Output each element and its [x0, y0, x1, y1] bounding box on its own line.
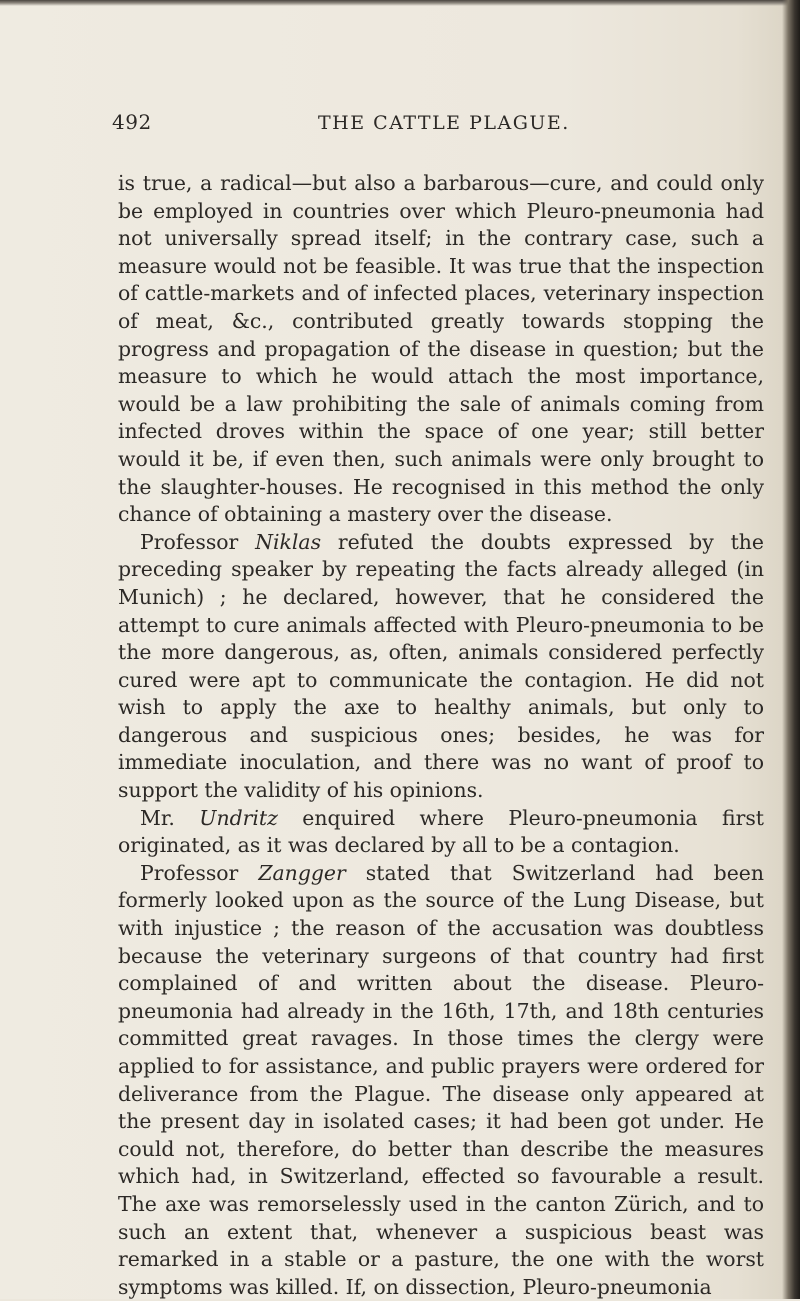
- paragraph-prefix: Mr.: [140, 805, 200, 830]
- paragraph-text: stated that Switzerland had been formerly looked upon as the source of the Lung Disease, but with injustice ; the reason of the accusation was doubtless because the veterinary surgeons of that country had first complained of and written about the disease. Pleuro-pneumonia had already in the 16th, 17th, and 18th centuries committed great ravages. In those times the clergy were applied to for assistance, and public prayers were ordered for deliverance from the Plague. The disease only appeared at the present day in isolated cases; it had been got under. He could not, therefore, do better than describe the measures which had, in Switzerland, effected so favourable a result. The axe was remorselessly used in the canton Zürich, and to such an extent that, whenever a suspicious beast was remarked in a stable or a pasture, the one with the worst symptoms was killed. If, on dissection, Pleuro-pneumonia: [118, 860, 764, 1299]
- page-header: [0, 108, 800, 148]
- paragraph-text: enquired where Pleuro-pneumonia first originated, as it was declared by all to be a contagion.: [118, 805, 764, 858]
- paragraph-prefix: Professor: [140, 529, 256, 554]
- speaker-name: Zangger: [258, 860, 346, 885]
- running-title: THE CATTLE PLAGUE.: [318, 112, 570, 134]
- paragraph: [118, 860, 764, 1301]
- paragraph-text: is true, a radical—but also a barbarous—cure, and could only be employed in countries over which Pleuro-pneumonia had not universally spread itself; in the contrary case, such a measure would not be feasible. It was true that the inspection of cattle-markets and of infected places, veterinary inspection of meat, &c., contributed greatly towards stopping the progress and propagation of the disease in question; but the measure to which he would attach the most importance, would be a law prohibiting the sale of animals coming from infected droves within the space of one year; still better would it be, if even then, such animals were only brought to the slaughter-houses. He recognised in this method the only chance of obtaining a mastery over the disease.: [118, 171, 764, 527]
- paragraph: [118, 170, 764, 529]
- paragraph: [118, 529, 764, 805]
- book-spine-shadow: [782, 0, 800, 1299]
- speaker-name: Undritz: [199, 805, 278, 830]
- paragraph: [118, 805, 764, 860]
- body-text: [118, 170, 764, 1301]
- speaker-name: Niklas: [255, 529, 322, 554]
- page-top-shadow: [0, 0, 800, 6]
- page-number: 492: [112, 110, 152, 134]
- paragraph-text: refuted the doubts expressed by the preceding speaker by repeating the facts already alleged (in Munich) ; he declared, however, that he considered the attempt to cure animals affected with Pleuro-pneumonia to be the more dangerous, as, often, animals considered perfectly cured were apt to communicate the contagion. He did not wish to apply the axe to healthy animals, but only to dangerous and suspicious ones; besides, he was for immediate inoculation, and there was no want of proof to support the validity of his opinions.: [118, 529, 764, 803]
- paragraph-prefix: Professor: [140, 860, 259, 885]
